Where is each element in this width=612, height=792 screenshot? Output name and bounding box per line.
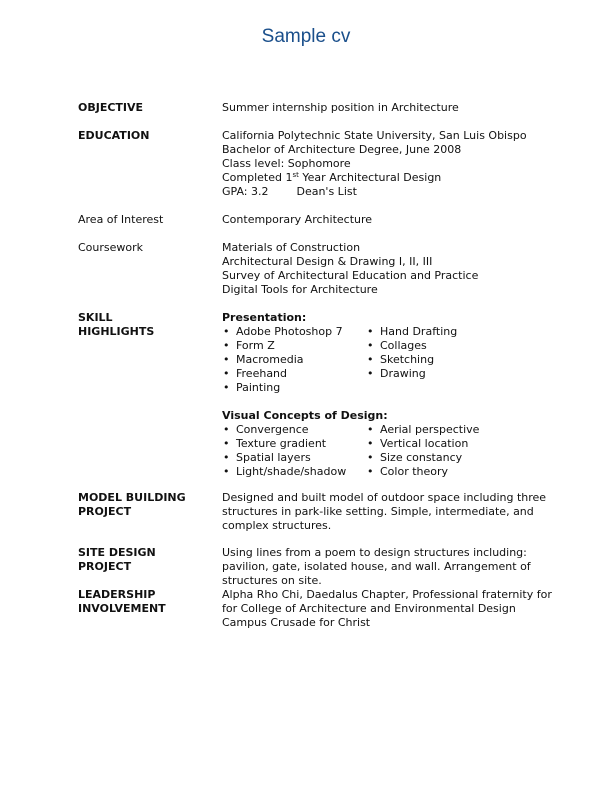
section-objective bbox=[78, 101, 558, 115]
skill-bullet-item: • Painting bbox=[222, 381, 366, 395]
leadership-item: for College of Architecture and Environmental Design bbox=[222, 602, 516, 615]
presentation-col-1 bbox=[222, 325, 366, 395]
education-honor: Dean's List bbox=[296, 185, 357, 198]
education-school: California Polytechnic State University, San Luis Obispo bbox=[222, 129, 527, 142]
presentation-col-2 bbox=[366, 325, 510, 395]
education-completed-post: Year Architectural Design bbox=[298, 171, 442, 184]
education-completed bbox=[222, 171, 558, 185]
model-building-text: Designed and built model of outdoor space including three structures in park-like setting. Simple, intermediate, and complex structures. bbox=[222, 491, 547, 532]
skill-bullet-item: • Drawing bbox=[366, 367, 510, 381]
skill-bullet-item: • Adobe Photoshop 7 bbox=[222, 325, 366, 339]
section-leadership bbox=[78, 588, 558, 630]
skill-bullet-item: • Size constancy bbox=[366, 451, 510, 465]
section-label-education: EDUCATION bbox=[78, 129, 150, 142]
skills-label-line2: HIGHLIGHTS bbox=[78, 325, 155, 338]
section-site-design bbox=[78, 546, 558, 588]
section-label-site-design bbox=[78, 546, 222, 588]
education-completed-sup: st bbox=[292, 171, 299, 179]
coursework-item: Materials of Construction bbox=[222, 241, 361, 254]
section-skills bbox=[78, 311, 558, 479]
leadership-item: Campus Crusade for Christ bbox=[222, 616, 371, 629]
visual-concepts-col-2 bbox=[366, 423, 510, 479]
coursework-item: Digital Tools for Architecture bbox=[222, 283, 378, 296]
presentation-heading: Presentation: bbox=[222, 311, 307, 324]
section-label-model-building bbox=[78, 491, 222, 533]
visual-concepts-heading: Visual Concepts of Design: bbox=[222, 409, 388, 422]
objective-text: Summer internship position in Architecture bbox=[222, 101, 459, 114]
skill-bullet-item: • Collages bbox=[366, 339, 510, 353]
document-title: Sample cv bbox=[261, 26, 351, 47]
presentation-list bbox=[222, 325, 558, 395]
skill-bullet-item: • Color theory bbox=[366, 465, 510, 479]
skill-bullet-item: • Aerial perspective bbox=[366, 423, 510, 437]
coursework-item: Architectural Design & Drawing I, II, III bbox=[222, 255, 433, 268]
section-coursework bbox=[78, 241, 558, 297]
leadership-label-line1: LEADERSHIP bbox=[78, 588, 156, 601]
visual-concepts-col-1 bbox=[222, 423, 366, 479]
visual-concepts-list bbox=[222, 423, 558, 479]
section-label-objective: OBJECTIVE bbox=[78, 101, 144, 114]
section-interest bbox=[78, 213, 558, 227]
site-design-text: Using lines from a poem to design structures including: pavilion, gate, isolated house, and wall. Arrangement of structures on site. bbox=[222, 546, 531, 587]
leadership-label-line2: INVOLVEMENT bbox=[78, 602, 166, 615]
skill-bullet-item: • Convergence bbox=[222, 423, 366, 437]
skill-bullet-item: • Hand Drafting bbox=[366, 325, 510, 339]
site-label-line2: PROJECT bbox=[78, 560, 132, 573]
skill-bullet-item: • Freehand bbox=[222, 367, 366, 381]
coursework-item: Survey of Architectural Education and Practice bbox=[222, 269, 479, 282]
skill-bullet-item: • Light/shade/shadow bbox=[222, 465, 366, 479]
education-gpa: GPA: 3.2 bbox=[222, 185, 269, 198]
site-label-line1: SITE DESIGN bbox=[78, 546, 156, 559]
section-label-skills bbox=[78, 311, 222, 479]
leadership-item: Alpha Rho Chi, Daedalus Chapter, Professional fraternity for bbox=[222, 588, 552, 601]
section-model-building bbox=[78, 491, 558, 533]
skill-bullet-item: • Form Z bbox=[222, 339, 366, 353]
skill-bullet-item: • Texture gradient bbox=[222, 437, 366, 451]
education-gpa-line bbox=[222, 185, 558, 199]
section-label-interest: Area of Interest bbox=[78, 213, 164, 226]
interest-text: Contemporary Architecture bbox=[222, 213, 373, 226]
skill-bullet-item: • Sketching bbox=[366, 353, 510, 367]
skill-bullet-item: • Vertical location bbox=[366, 437, 510, 451]
skill-bullet-item: • Spatial layers bbox=[222, 451, 366, 465]
skill-bullet-item: • Macromedia bbox=[222, 353, 366, 367]
education-degree: Bachelor of Architecture Degree, June 2008 bbox=[222, 143, 462, 156]
section-label-leadership bbox=[78, 588, 222, 630]
education-class-level: Class level: Sophomore bbox=[222, 157, 351, 170]
model-label-line1: MODEL BUILDING bbox=[78, 491, 186, 504]
education-completed-pre: Completed 1 bbox=[222, 171, 293, 184]
section-label-coursework: Coursework bbox=[78, 241, 144, 254]
skills-label-line1: SKILL bbox=[78, 311, 113, 324]
section-education bbox=[78, 129, 558, 199]
model-label-line2: PROJECT bbox=[78, 505, 132, 518]
